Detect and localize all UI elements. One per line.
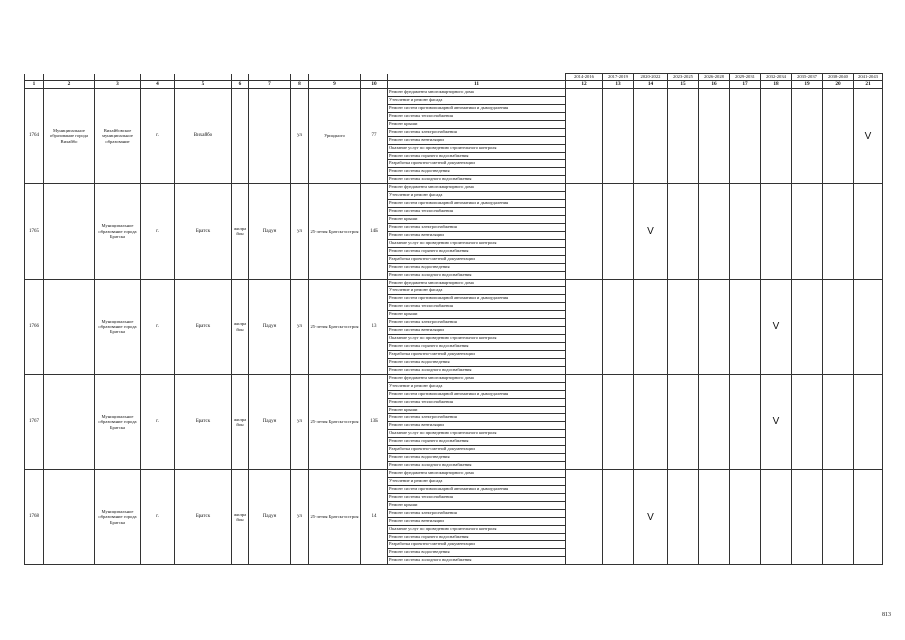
work-item: Оказание услуг по проведению строительного контроля — [388, 239, 566, 247]
street-type: ул — [291, 374, 309, 469]
settlement-type: г. — [141, 374, 175, 469]
column-number: 2 — [44, 81, 95, 89]
period-cell — [730, 374, 761, 469]
work-item: Оказание услуг по проведению строительного контроля — [388, 430, 566, 438]
column-number: 9 — [309, 81, 361, 89]
settlement-name: Братск — [175, 279, 232, 374]
street-type: ул — [291, 184, 309, 279]
work-item: Ремонт крыши — [388, 311, 566, 319]
work-item: Утепление и ремонт фасада — [388, 287, 566, 295]
work-item: Ремонт системы вентиляции — [388, 422, 566, 430]
municipality-name: Муниципальное образование города Братска — [95, 279, 141, 374]
period-cell — [603, 184, 634, 279]
work-item: Утепление и ремонт фасада — [388, 96, 566, 104]
street-name: 25-летия Братскгэсстроя — [309, 184, 361, 279]
work-item: Ремонт системы горячего водоснабжения — [388, 343, 566, 351]
work-item: Ремонт системы теплоснабжения — [388, 398, 566, 406]
work-item: Ремонт системы водоотведения — [388, 358, 566, 366]
work-item: Ремонт системы электроснабжения — [388, 414, 566, 422]
column-number: 11 — [388, 81, 566, 89]
house-number: 14 — [361, 470, 388, 565]
work-item: Ремонт системы горячего водоснабжения — [388, 247, 566, 255]
street-name: 25-летия Братскгэсстроя — [309, 279, 361, 374]
period-cell — [761, 89, 792, 184]
locality-name: Падун — [249, 470, 291, 565]
column-number: 18 — [761, 81, 792, 89]
period-cell — [823, 184, 854, 279]
period-cell — [699, 374, 730, 469]
period-header: 2035-2037 — [792, 74, 823, 81]
work-item: Ремонт систем противопожарной автоматики и дымоудаления — [388, 104, 566, 112]
street-name: 25-летия Братскгэсстроя — [309, 374, 361, 469]
column-number: 7 — [249, 81, 291, 89]
street-type: ул — [291, 470, 309, 565]
settlement-type: г. — [141, 89, 175, 184]
period-cell — [854, 279, 883, 374]
column-number: 4 — [141, 81, 175, 89]
work-item: Оказание услуг по проведению строительного контроля — [388, 525, 566, 533]
municipality-name: Муниципальное образование города Братска — [95, 470, 141, 565]
locality-type: жилрайон — [232, 374, 249, 469]
settlement-type: г. — [141, 470, 175, 565]
period-cell — [634, 89, 668, 184]
locality-name: Падун — [249, 184, 291, 279]
settlement-type: г. — [141, 279, 175, 374]
period-mark: V — [634, 184, 668, 279]
locality-type: жилрайон — [232, 184, 249, 279]
district-name — [44, 184, 95, 279]
period-cell — [668, 184, 699, 279]
work-item: Ремонт фундамента многоквартирного дома — [388, 470, 566, 478]
work-item: Ремонт систем противопожарной автоматики и дымоудаления — [388, 485, 566, 493]
work-item: Ремонт фундамента многоквартирного дома — [388, 89, 566, 97]
work-item: Утепление и ремонт фасада — [388, 477, 566, 485]
work-item: Ремонт системы теплоснабжения — [388, 208, 566, 216]
work-item: Оказание услуг по проведению строительного контроля — [388, 144, 566, 152]
house-number: 77 — [361, 89, 388, 184]
work-item: Ремонт системы теплоснабжения — [388, 112, 566, 120]
district-name — [44, 374, 95, 469]
period-header: 2014-2016 — [566, 74, 603, 81]
work-item: Ремонт системы теплоснабжения — [388, 493, 566, 501]
street-name: 25-летия Братскгэсстроя — [309, 470, 361, 565]
column-number: 17 — [730, 81, 761, 89]
period-header: 2032-2034 — [761, 74, 792, 81]
work-item: Ремонт фундамента многоквартирного дома — [388, 279, 566, 287]
work-item: Ремонт системы вентиляции — [388, 136, 566, 144]
settlement-name: Братск — [175, 374, 232, 469]
period-cell — [699, 279, 730, 374]
work-item: Ремонт крыши — [388, 406, 566, 414]
work-item: Утепление и ремонт фасада — [388, 382, 566, 390]
work-item: Ремонт системы водоотведения — [388, 549, 566, 557]
period-mark: V — [761, 279, 792, 374]
column-number: 20 — [823, 81, 854, 89]
work-item: Ремонт системы теплоснабжения — [388, 303, 566, 311]
work-item: Ремонт системы горячего водоснабжения — [388, 533, 566, 541]
period-cell — [730, 470, 761, 565]
page-number: 813 — [882, 612, 891, 618]
table-row — [25, 374, 883, 382]
record-number: 1766 — [25, 279, 44, 374]
work-item: Ремонт системы вентиляции — [388, 231, 566, 239]
period-cell — [854, 374, 883, 469]
period-header: 2038-2040 — [823, 74, 854, 81]
period-cell — [566, 279, 603, 374]
column-number: 5 — [175, 81, 232, 89]
work-item: Ремонт крыши — [388, 216, 566, 224]
work-item: Ремонт системы электроснабжения — [388, 223, 566, 231]
table-row — [25, 89, 883, 97]
period-cell — [566, 89, 603, 184]
period-cell — [792, 374, 823, 469]
work-item: Утепление и ремонт фасада — [388, 192, 566, 200]
period-cell — [792, 184, 823, 279]
work-item: Ремонт системы водоотведения — [388, 168, 566, 176]
column-number: 13 — [603, 81, 634, 89]
period-cell — [603, 279, 634, 374]
column-number: 21 — [854, 81, 883, 89]
work-item: Разработка проектно-сметной документации — [388, 446, 566, 454]
period-cell — [792, 470, 823, 565]
work-item: Ремонт системы вентиляции — [388, 327, 566, 335]
period-cell — [699, 184, 730, 279]
record-number: 1764 — [25, 89, 44, 184]
settlement-type: г. — [141, 184, 175, 279]
period-cell — [792, 279, 823, 374]
work-item: Оказание услуг по проведению строительного контроля — [388, 335, 566, 343]
street-type: ул — [291, 89, 309, 184]
locality-type: жилрайон — [232, 279, 249, 374]
work-item: Ремонт системы холодного водоснабжения — [388, 271, 566, 279]
column-number: 10 — [361, 81, 388, 89]
work-item: Ремонт системы электроснабжения — [388, 509, 566, 517]
period-cell — [634, 279, 668, 374]
period-cell — [854, 470, 883, 565]
work-item: Разработка проектно-сметной документации — [388, 160, 566, 168]
table-row — [25, 470, 883, 478]
period-header: 2020-2022 — [634, 74, 668, 81]
settlement-name: Братск — [175, 184, 232, 279]
work-item: Ремонт системы горячего водоснабжения — [388, 152, 566, 160]
municipality-name: Вихайбовское муниципальное образование — [95, 89, 141, 184]
locality-name: Падун — [249, 279, 291, 374]
period-cell — [823, 89, 854, 184]
period-header-row — [25, 74, 883, 81]
locality-name — [249, 89, 291, 184]
work-item: Ремонт фундамента многоквартирного дома — [388, 374, 566, 382]
work-item: Ремонт системы холодного водоснабжения — [388, 462, 566, 470]
municipality-name: Муниципальное образование города Братска — [95, 184, 141, 279]
column-number: 6 — [232, 81, 249, 89]
period-cell — [823, 470, 854, 565]
work-item: Ремонт системы холодного водоснабжения — [388, 366, 566, 374]
work-item: Ремонт системы холодного водоснабжения — [388, 557, 566, 565]
column-number: 3 — [95, 81, 141, 89]
settlement-name: Вихайбо — [175, 89, 232, 184]
period-cell — [668, 89, 699, 184]
repair-schedule-table — [24, 73, 883, 565]
table-row — [25, 184, 883, 192]
house-number: 14Б — [361, 184, 388, 279]
period-cell — [634, 374, 668, 469]
period-cell — [761, 470, 792, 565]
work-item: Ремонт системы горячего водоснабжения — [388, 438, 566, 446]
period-cell — [668, 470, 699, 565]
column-number: 12 — [566, 81, 603, 89]
period-header: 2026-2028 — [699, 74, 730, 81]
period-header: 2017-2019 — [603, 74, 634, 81]
period-cell — [668, 279, 699, 374]
work-item: Ремонт системы водоотведения — [388, 263, 566, 271]
column-number-row — [25, 81, 883, 89]
house-number: 13 — [361, 279, 388, 374]
district-name — [44, 279, 95, 374]
work-item: Ремонт фундамента многоквартирного дома — [388, 184, 566, 192]
period-cell — [603, 470, 634, 565]
work-item: Ремонт системы вентиляции — [388, 517, 566, 525]
settlement-name: Братск — [175, 470, 232, 565]
period-mark: V — [634, 470, 668, 565]
record-number: 1765 — [25, 184, 44, 279]
period-header: 2023-2025 — [668, 74, 699, 81]
work-item: Ремонт крыши — [388, 501, 566, 509]
house-number: 13Б — [361, 374, 388, 469]
period-cell — [823, 279, 854, 374]
district-name: Муниципальное образование города Вихайбо — [44, 89, 95, 184]
period-cell — [730, 89, 761, 184]
column-number: 16 — [699, 81, 730, 89]
period-cell — [730, 279, 761, 374]
period-cell — [823, 374, 854, 469]
work-item: Ремонт систем противопожарной автоматики и дымоудаления — [388, 295, 566, 303]
municipality-name: Муниципальное образование города Братска — [95, 374, 141, 469]
period-cell — [603, 374, 634, 469]
period-header: 2041-2043 — [854, 74, 883, 81]
work-item: Разработка проектно-сметной документации — [388, 541, 566, 549]
period-mark: V — [761, 374, 792, 469]
street-name: Уриадного — [309, 89, 361, 184]
street-type: ул — [291, 279, 309, 374]
period-cell — [699, 470, 730, 565]
period-cell — [668, 374, 699, 469]
period-cell — [603, 89, 634, 184]
table-row — [25, 279, 883, 287]
work-item: Ремонт систем противопожарной автоматики и дымоудаления — [388, 390, 566, 398]
period-cell — [566, 184, 603, 279]
record-number: 1767 — [25, 374, 44, 469]
work-item: Ремонт системы электроснабжения — [388, 319, 566, 327]
period-cell — [792, 89, 823, 184]
work-item: Ремонт системы холодного водоснабжения — [388, 176, 566, 184]
work-item: Ремонт системы электроснабжения — [388, 128, 566, 136]
column-number: 14 — [634, 81, 668, 89]
work-item: Ремонт систем противопожарной автоматики и дымоудаления — [388, 200, 566, 208]
locality-name: Падун — [249, 374, 291, 469]
locality-type: жилрайон — [232, 470, 249, 565]
period-cell — [566, 374, 603, 469]
period-cell — [730, 184, 761, 279]
work-item: Разработка проектно-сметной документации — [388, 255, 566, 263]
period-cell — [566, 470, 603, 565]
period-header: 2029-2031 — [730, 74, 761, 81]
table-body — [25, 74, 883, 565]
column-number: 8 — [291, 81, 309, 89]
period-mark: V — [854, 89, 883, 184]
work-item: Ремонт крыши — [388, 120, 566, 128]
period-cell — [761, 184, 792, 279]
record-number: 1768 — [25, 470, 44, 565]
period-cell — [854, 184, 883, 279]
column-number: 15 — [668, 81, 699, 89]
district-name — [44, 470, 95, 565]
period-cell — [699, 89, 730, 184]
locality-type — [232, 89, 249, 184]
work-item: Разработка проектно-сметной документации — [388, 350, 566, 358]
column-number: 1 — [25, 81, 44, 89]
column-number: 19 — [792, 81, 823, 89]
work-item: Ремонт системы водоотведения — [388, 454, 566, 462]
